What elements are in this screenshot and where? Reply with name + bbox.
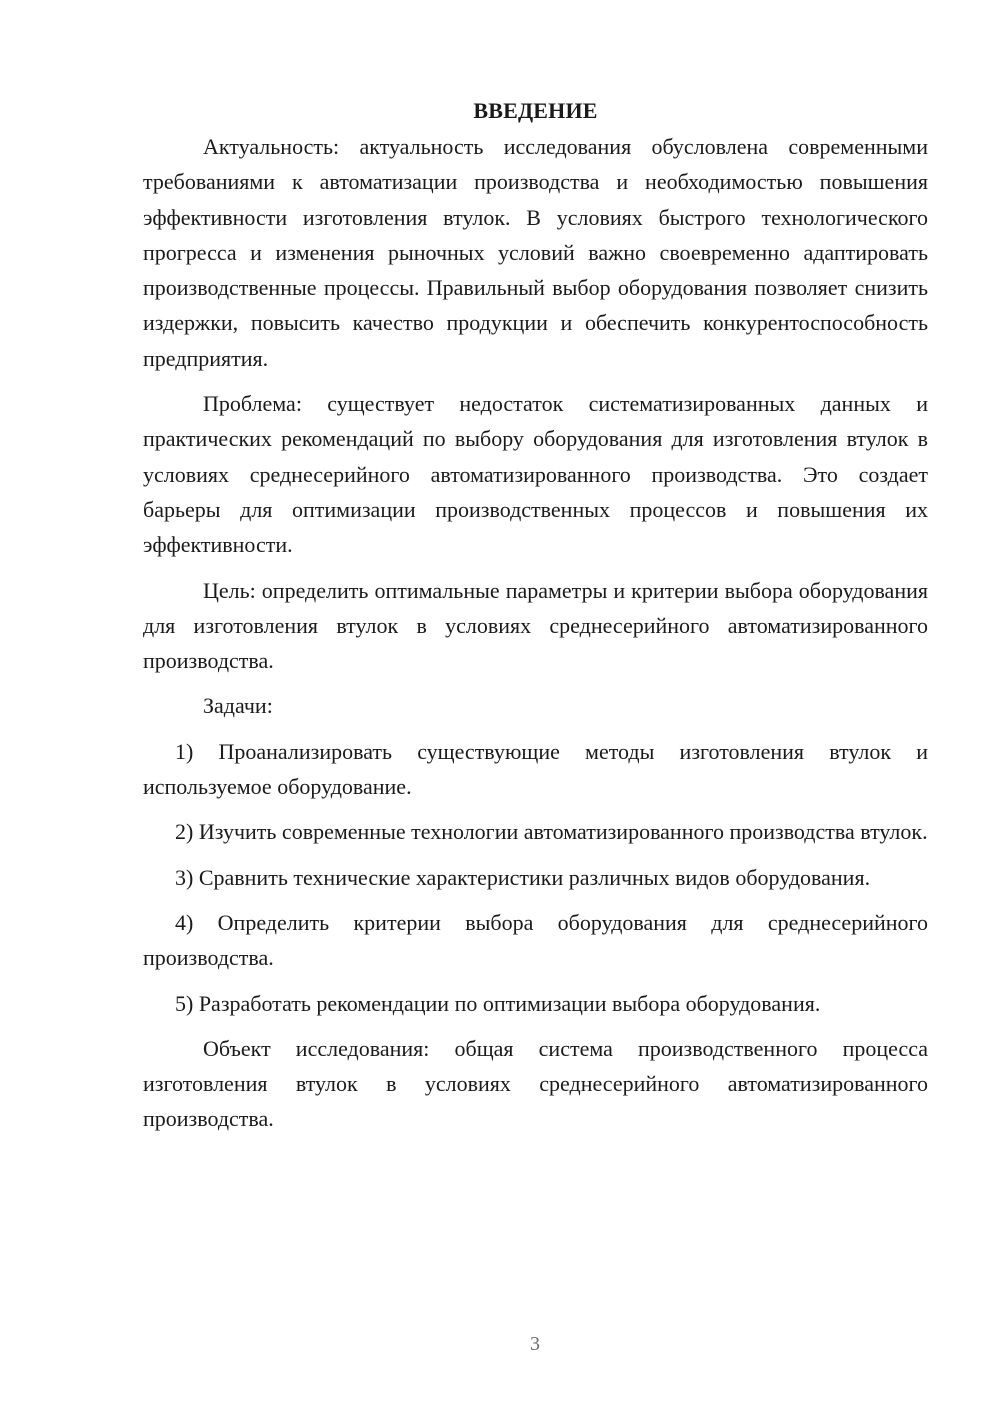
task-item-3: 3) Сравнить технические характеристики различных видов оборудования.: [175, 864, 871, 890]
paragraph-object: Объект исследования: общая система производственного процесса изготовления втулок в условиях среднесерийного автоматизированного производства.: [143, 1035, 928, 1132]
task-item-1: 1) Проанализировать существующие методы изготовления втулок и используемое оборудование.: [143, 738, 928, 800]
section-title: ВВЕДЕНИЕ: [473, 98, 598, 123]
paragraph-relevance: Актуальность: актуальность исследования обусловлена современными требованиями к автоматизации производства и необходимостью повышения эффективности изготовления втулок. В условиях быстрого технологического прогресса и изменения рыночных условий важно своевременно адаптировать производственные процессы. Правильный выбор оборудования позволяет снизить издержки, повысить качество продукции и обеспечить конкурентоспособность предприятия.: [143, 134, 928, 371]
task-item-4: 4) Определить критерии выбора оборудования для среднесерийного производства.: [143, 909, 928, 971]
task-item-2: 2) Изучить современные технологии автоматизированного производства втулок.: [175, 819, 928, 845]
tasks-heading: Задачи:: [203, 693, 273, 719]
page-number: 3: [530, 1333, 540, 1355]
paragraph-problem: Проблема: существует недостаток систематизированных данных и практических рекомендаций по выбору оборудования для изготовления втулок в условиях среднесерийного автоматизированного производства. Это создает барьеры для оптимизации производственных процессов и повышения их эффективности.: [143, 391, 928, 558]
paragraph-goal: Цель: определить оптимальные параметры и критерии выбора оборудования для изготовления втулок в условиях среднесерийного автоматизированного производства.: [143, 577, 928, 674]
document-page: [143, 95, 928, 1137]
task-item-5: 5) Разработать рекомендации по оптимизации выбора оборудования.: [175, 990, 821, 1016]
